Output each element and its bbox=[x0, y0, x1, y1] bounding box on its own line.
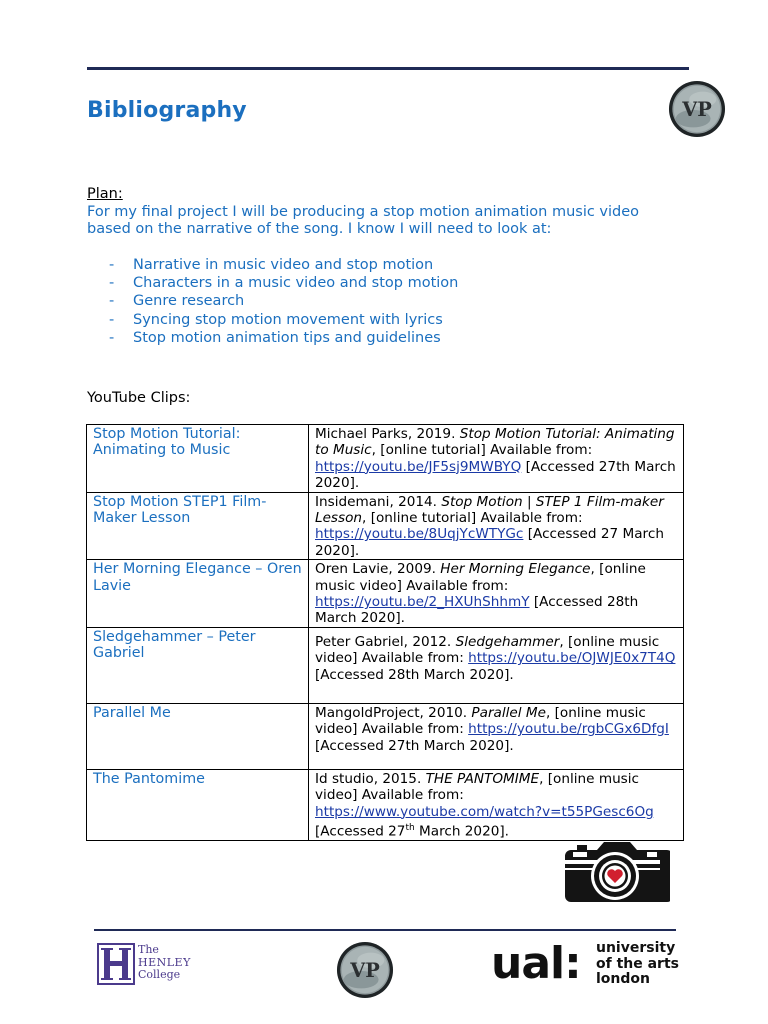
plan-label: Plan: bbox=[87, 186, 123, 202]
clip-title: The Pantomime bbox=[87, 769, 309, 840]
clip-link[interactable]: https://www.youtube.com/watch?v=t55PGesc6Og bbox=[315, 803, 654, 820]
vp-footer-logo-icon bbox=[336, 941, 394, 999]
list-item: - Genre research bbox=[109, 293, 245, 310]
clip-link[interactable]: https://youtu.be/OJWJE0x7T4Q bbox=[468, 650, 676, 667]
header-rule bbox=[87, 67, 689, 70]
clip-reference: Michael Parks, 2019. Stop Motion Tutorial: Animating to Music, [online tutorial] Available from: https://youtu.be/JF5sj9MWBYQ [Accessed 27th March 2020]. bbox=[309, 425, 684, 493]
youtube-clips-label: YouTube Clips: bbox=[87, 390, 191, 406]
clip-link[interactable]: https://youtu.be/2_HXUhShhmY bbox=[315, 594, 530, 611]
table-row bbox=[87, 560, 684, 628]
svg-text:VP: VP bbox=[350, 958, 380, 982]
henley-h-icon bbox=[96, 942, 136, 986]
clip-reference: Insidemani, 2014. Stop Motion | STEP 1 Film-maker Lesson, [online tutorial] Available from: https://youtu.be/8UqjYcWTYGc [Accessed 27 March 2020]. bbox=[309, 492, 684, 560]
page-title: Bibliography bbox=[87, 98, 247, 123]
clip-title: Sledgehammer – Peter Gabriel bbox=[87, 627, 309, 703]
clip-reference: Peter Gabriel, 2012. Sledgehammer, [online music video] Available from: https://youtu.be/OJWJE0x7T4Q [Accessed 28th March 2020]. bbox=[309, 627, 684, 703]
list-item: - Characters in a music video and stop motion bbox=[109, 274, 459, 291]
camera-heart-icon bbox=[555, 838, 670, 908]
clip-link[interactable]: https://youtu.be/JF5sj9MWBYQ bbox=[315, 458, 522, 475]
plan-bullet-list bbox=[87, 257, 687, 349]
clip-title: Stop Motion STEP1 Film-Maker Lesson bbox=[87, 492, 309, 560]
list-item: - Stop motion animation tips and guidelines bbox=[109, 330, 441, 347]
henley-college-logo: The HENLEY College bbox=[96, 942, 206, 988]
clip-reference: Id studio, 2015. THE PANTOMIME, [online music video] Available from: https://www.youtube.com/watch?v=t55PGesc6Og [Accessed 27th March 2020]. bbox=[309, 769, 684, 840]
clip-title: Parallel Me bbox=[87, 703, 309, 769]
ual-mark: ual: bbox=[491, 938, 581, 989]
clip-link[interactable]: https://youtu.be/8UqjYcWTYGc bbox=[315, 526, 524, 543]
clip-link[interactable]: https://youtu.be/rgbCGx6DfgI bbox=[468, 721, 669, 738]
youtube-clips-table bbox=[86, 424, 684, 841]
clip-reference: MangoldProject, 2010. Parallel Me, [online music video] Available from: https://youtu.be/rgbCGx6DfgI [Accessed 27th March 2020]. bbox=[309, 703, 684, 769]
list-item: - Syncing stop motion movement with lyrics bbox=[109, 311, 443, 328]
clip-reference: Oren Lavie, 2009. Her Morning Elegance, [online music video] Available from: https://youtu.be/2_HXUhShhmY [Accessed 28th March 2020]. bbox=[309, 560, 684, 628]
clip-title: Stop Motion Tutorial: Animating to Music bbox=[87, 425, 309, 493]
table-row bbox=[87, 703, 684, 769]
table-row bbox=[87, 425, 684, 493]
clip-title: Her Morning Elegance – Oren Lavie bbox=[87, 560, 309, 628]
table-row bbox=[87, 627, 684, 703]
table-row bbox=[87, 492, 684, 560]
plan-intro: For my final project I will be producing a stop motion animation music video based on the narrative of the song. I know I will need to look at: bbox=[87, 203, 640, 237]
table-row bbox=[87, 769, 684, 840]
footer-rule bbox=[94, 929, 676, 931]
list-item: - Narrative in music video and stop motion bbox=[109, 256, 434, 273]
plan-section bbox=[87, 186, 687, 348]
vp-logo-icon bbox=[668, 80, 726, 138]
svg-text:VP: VP bbox=[682, 97, 712, 121]
